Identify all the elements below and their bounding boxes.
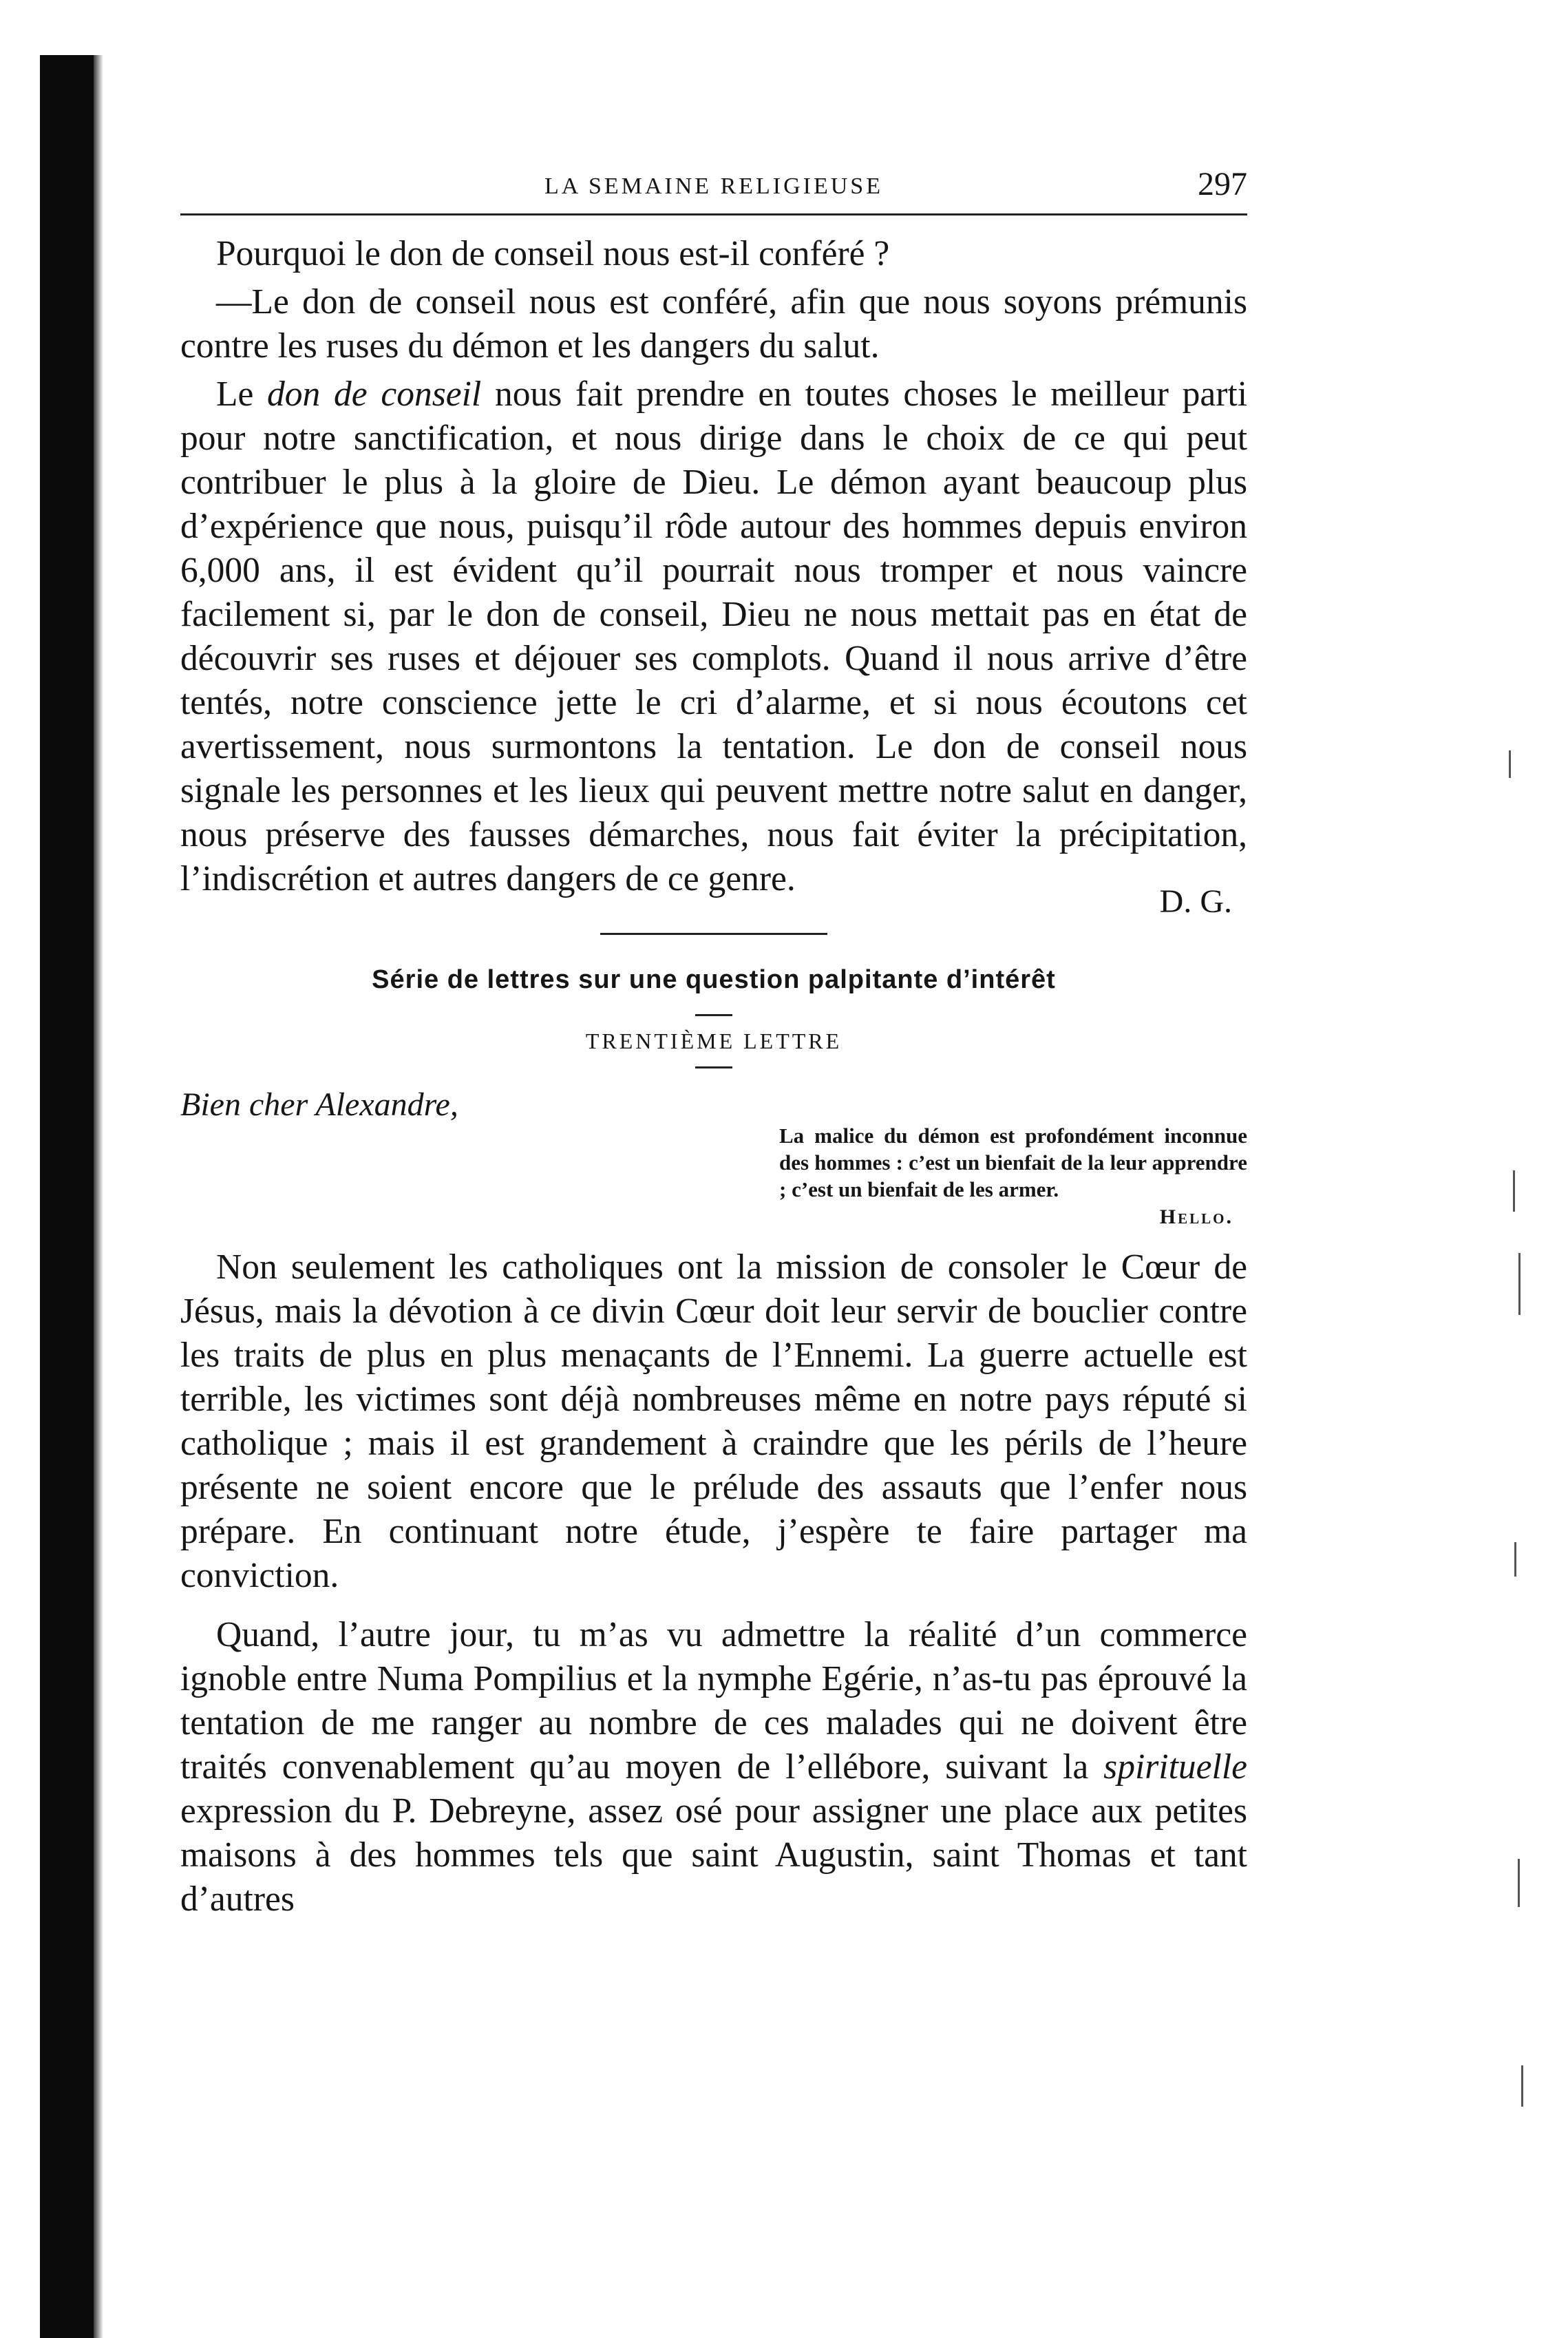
explanation-text-start: Le [216, 375, 268, 414]
letter-paragraph-2 [180, 1613, 1247, 1921]
question-paragraph: Pourquoi le don de conseil nous est-il conféré ? [216, 234, 890, 273]
epigraph-quote: La malice du démon est profondément inconnue des hommes : c’est un bienfait de la leur apprendre ; c’est un bienfait de les armer. [779, 1124, 1247, 1201]
explanation-text-rest: nous fait prendre en toutes choses le meilleur parti pour notre sanctification, et nous dirige dans le choix de ce qui peut contribuer le plus à la gloire de Dieu. Le démon ayant beaucoup plus d’expérience que nous, puisqu’il rôde autour des hommes depuis environ 6,000 ans, il est évident qu’il pourrait nous tromper et nous vaincre facilement si, par le don de conseil, Dieu ne nous mettait pas en état de découvrir ses ruses et déjouer ses complots. Quand il nous arrive d’être tentés, notre conscience jette le cri d’alarme, et si nous écoutons cet avertissement, nous surmontons la tentation. Le don de conseil nous signale les personnes et les lieux qui peuvent mettre notre salut en danger, nous préserve des fausses démarches, nous fait éviter la précipitation, l’indiscrétion et autres dangers de ce genre. [180, 375, 1247, 898]
letter-salutation: Bien cher Alexandre, [180, 1086, 458, 1123]
letter-paragraph-2-start: Quand, l’autre jour, tu m’as vu admettre la réalité d’un commerce ignoble entre Numa Pompilius et la nymphe Egérie, n’as-tu pas éprouvé la tentation de me ranger au nombre de ces malades qui ne doivent être traités convenablement qu’au moyen de l’ellébore, suivant la [180, 1615, 1247, 1787]
letter-paragraph-2-rest: expression du P. Debreyne, assez osé pour assigner une place aux petites maisons à des hommes tels que saint Augustin, saint Thomas et tant d’autres [180, 1791, 1247, 1919]
catechism-section [180, 232, 1247, 933]
epigraph-author: Hello. [1159, 1205, 1233, 1228]
book-binding-edge [40, 55, 94, 2338]
title-rule-2 [695, 1066, 732, 1068]
letter-number: TRENTIÈME LETTRE [585, 1029, 843, 1053]
running-title: LA SEMAINE RELIGIEUSE [544, 173, 883, 199]
explanation-italic-term: don de conseil [267, 375, 482, 414]
section-separator [600, 933, 827, 935]
letter-paragraph-1: Non seulement les catholiques ont la mission de consoler le Cœur de Jésus, mais la dévotion à ce divin Cœur doit leur servir de bouclier contre les traits de plus en plus menaçants de l’Ennemi. La guerre actuelle est terrible, les victimes sont déjà nombreuses même en notre pays réputé si catholique ; mais il est grandement à craindre que les périls de l’heure présente ne soient encore que le prélude des assauts que l’enfer nous prépare. En continuant notre étude, j’espère te faire partager ma conviction. [180, 1247, 1247, 1595]
page-number: 297 [1198, 166, 1247, 202]
explanation-paragraph [180, 372, 1247, 901]
author-signature: D. G. [1159, 883, 1232, 920]
series-title: Série de lettres sur une question palpitante d’intérêt [372, 965, 1056, 994]
answer-paragraph: —Le don de conseil nous est conféré, afin que nous soyons prémunis contre les ruses du démon et les dangers du salut. [180, 282, 1247, 366]
header-rule [180, 213, 1247, 215]
running-head [180, 165, 1247, 213]
title-rule-1 [695, 1014, 732, 1016]
book-page [180, 165, 1247, 1921]
letter-paragraph-2-italic: spirituelle [1103, 1747, 1247, 1787]
